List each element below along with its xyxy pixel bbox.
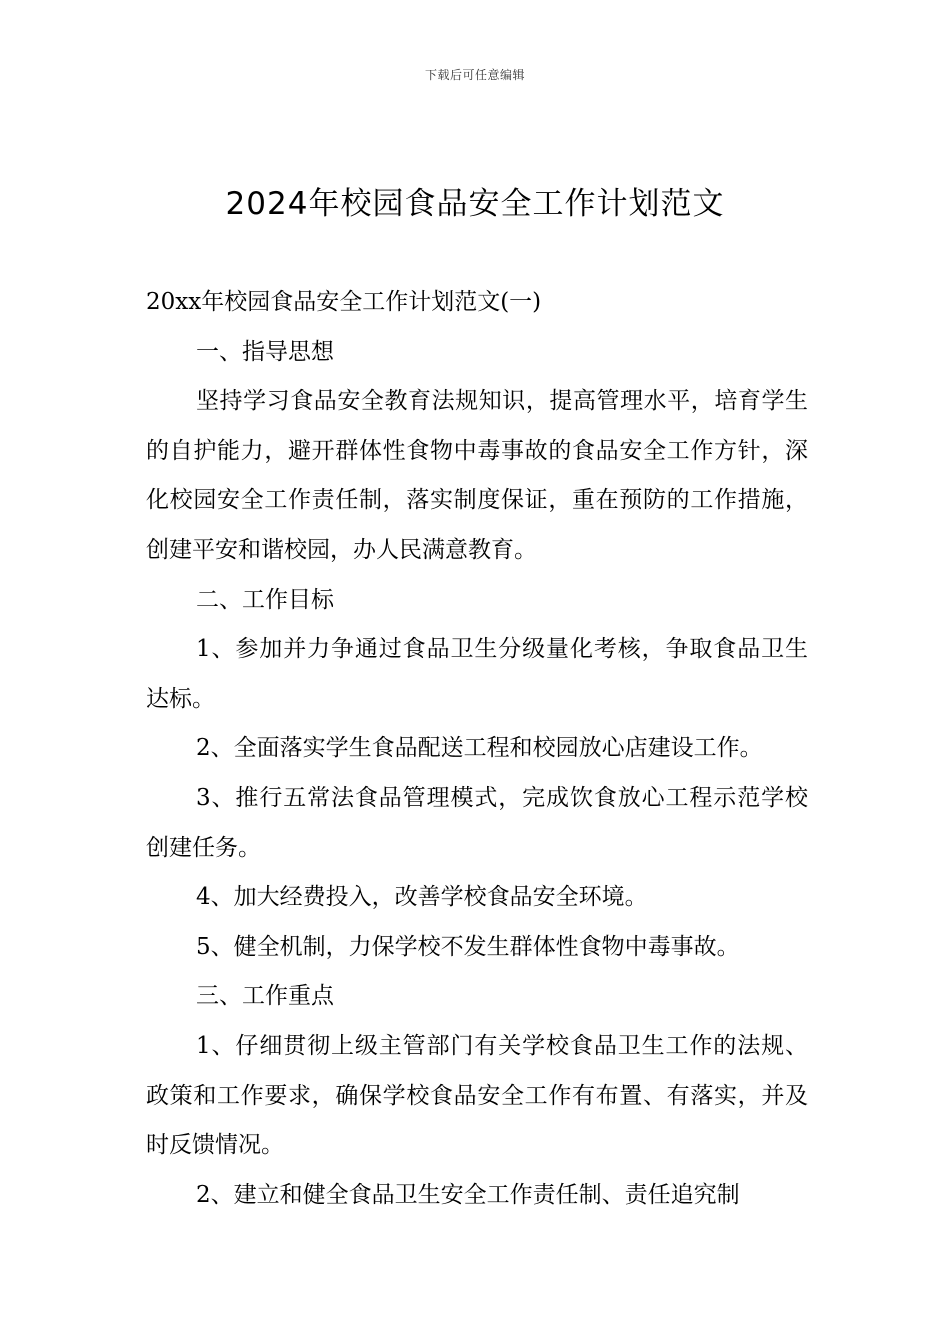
goal-item-4: 4、加大经费投入，改善学校食品安全环境。 [196,884,648,911]
heading-work-goals: 二、工作目标 [196,586,334,613]
section-subtitle: 20xx年校园食品安全工作计划范文(一) [146,289,542,315]
goal-item-1: 1、参加并力争通过食品卫生分级量化考核，争取食品卫生达标。 [146,636,808,712]
focus-item-1: 1、仔细贯彻上级主管部门有关学校食品卫生工作的法规、政策和工作要求，确保学校食品安全工作有布置、有落实，并及时反馈情况。 [146,1032,808,1159]
heading-guiding-ideology: 一、指导思想 [196,338,334,365]
heading-work-focus: 三、工作重点 [196,983,334,1010]
goal-item-3: 3、推行五常法食品管理模式，完成饮食放心工程示范学校创建任务。 [146,784,808,861]
header-note: 下载后可任意编辑 [424,68,525,82]
document-body [146,278,808,1220]
paragraph-guiding-ideology: 坚持学习食品安全教育法规知识，提高管理水平，培育学生的自护能力，避开群体性食物中毒事故的食品安全工作方针，深化校园安全工作责任制，落实制度保证，重在预防的工作措施，创建平安和谐校园，办人民满意教育。 [146,388,808,563]
focus-item-2: 2、建立和健全食品卫生安全工作责任制、责任追究制 [196,1181,740,1208]
document-title: 2024年校园食品安全工作计划范文 [225,186,725,222]
goal-item-2: 2、全面落实学生食品配送工程和校园放心店建设工作。 [196,735,763,762]
goal-item-5: 5、健全机制，力保学校不发生群体性食物中毒事故。 [196,933,740,960]
